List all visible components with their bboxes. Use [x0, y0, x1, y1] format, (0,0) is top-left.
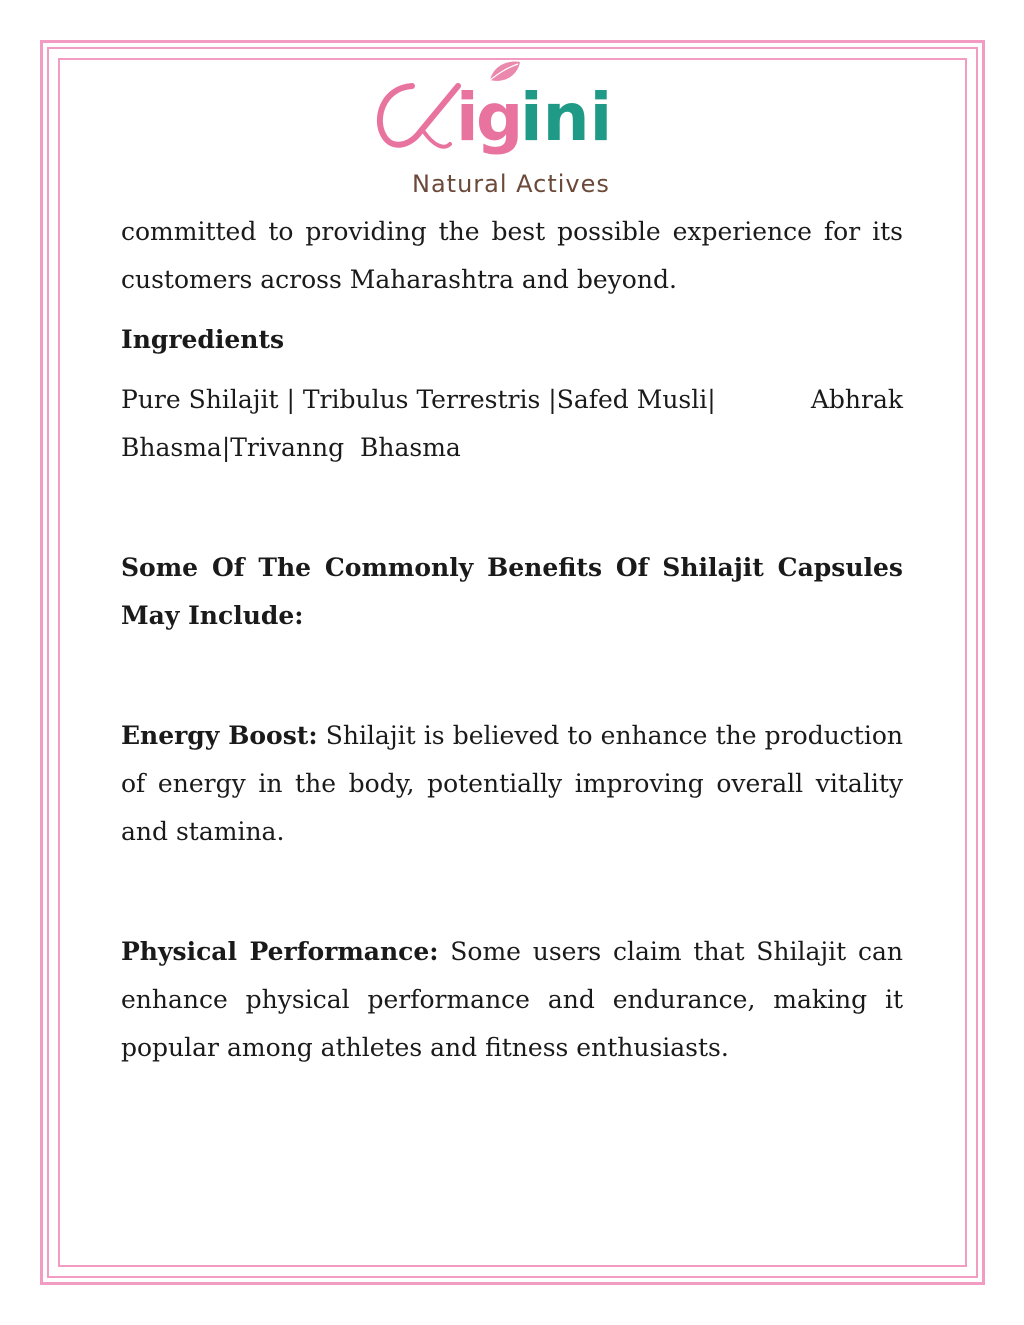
- logo-tagline: Natural Actives: [412, 170, 610, 198]
- benefit-title: Energy Boost:: [121, 721, 318, 750]
- benefit-physical-performance: [121, 928, 903, 1072]
- benefit-title: Physical Performance:: [121, 937, 439, 966]
- benefit-text: Shilajit is believed to enhance the production of energy in the body, potentially improving overall vitality and stamina.: [121, 721, 903, 846]
- benefit-energy-boost: [121, 712, 903, 856]
- ingredients-line-1b: Abhrak: [810, 385, 903, 414]
- benefit-text: Some users claim that Shilajit can enhance physical performance and endurance, making it popular among athletes and fitness enthusiasts.: [121, 937, 903, 1062]
- vigini-logo: [372, 58, 662, 198]
- logo-wordmark-g: g: [476, 79, 524, 156]
- ingredients-heading: Ingredients: [121, 325, 285, 354]
- ingredients-line-1a: Pure Shilajit | Tribulus Terrestris |Safed Musli|: [121, 385, 716, 414]
- intro-paragraph: committed to providing the best possible experience for its customers across Maharashtra and beyond.: [121, 217, 903, 294]
- ingredients-line-2: Bhasma|Trivanng Bhasma: [121, 433, 461, 462]
- benefits-heading: Some Of The Commonly Benefits Of Shilajit Capsules May Include:: [121, 553, 903, 630]
- ingredients-list: [121, 376, 903, 472]
- document-body: [121, 208, 903, 1072]
- logo-wordmark-i: i: [456, 79, 479, 156]
- logo-wordmark-ini: ini: [520, 79, 613, 156]
